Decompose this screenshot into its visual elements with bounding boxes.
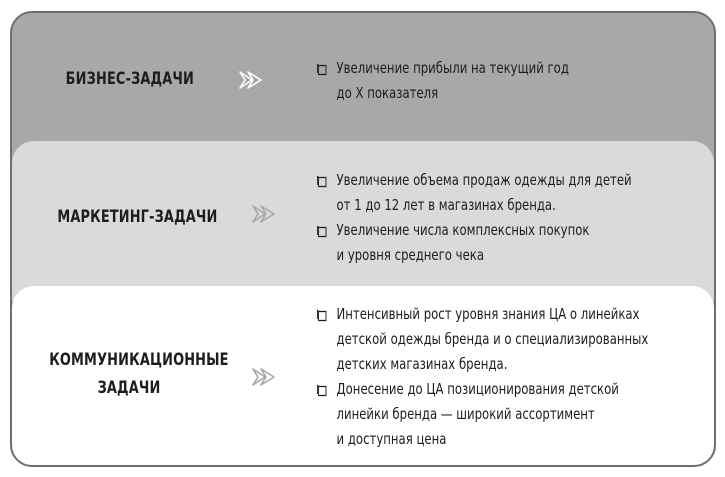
diagram-frame [10, 11, 716, 467]
checkbox-icon [317, 175, 326, 187]
marketing-task-line: и уровня среднего чека [336, 246, 485, 264]
checkbox-icon [317, 384, 326, 396]
marketing-task-item [317, 218, 632, 268]
business-task-item [317, 56, 569, 106]
communication-task-line: детских магазинах бренда. [336, 355, 508, 373]
communication-task-list [317, 302, 648, 452]
communication-task-line: линейки бренда — широкий ассортимент [336, 405, 595, 423]
business-tasks-title-line: БИЗНЕС-ЗАДАЧИ [65, 69, 194, 89]
marketing-task-item [317, 168, 632, 218]
marketing-tasks-title [57, 203, 218, 231]
communication-task-line: Интенсивный рост уровня знания ЦА о линейках [336, 305, 640, 323]
marketing-task-line: Увеличение числа комплексных покупок [336, 221, 590, 239]
marketing-arrow-icon [250, 203, 278, 225]
marketing-task-line: от 1 до 12 лет в магазинах бренда. [336, 196, 556, 214]
business-arrow-icon [237, 69, 265, 91]
communication-tasks-title-line: ЗАДАЧИ [97, 378, 161, 398]
communication-tasks-title-line: КОММУНИКАЦИОННЫЕ [49, 350, 229, 370]
business-tasks-title [65, 65, 194, 93]
communication-task-line: детской одежды бренда и о специализированных [336, 330, 649, 348]
communication-task-item [317, 302, 648, 377]
marketing-task-line: Увеличение объема продаж одежды для детей [336, 171, 632, 189]
business-task-line: до Х показателя [336, 84, 439, 102]
business-task-list [317, 56, 569, 106]
communication-task-line: и доступная цена [336, 430, 447, 448]
marketing-task-list [317, 168, 632, 268]
communication-tasks-title [49, 346, 229, 402]
communication-task-line: Донесение до ЦА позиционирования детской [336, 380, 619, 398]
checkbox-icon [317, 309, 326, 321]
checkbox-icon [317, 225, 326, 237]
business-task-line: Увеличение прибыли на текущий год [336, 59, 569, 77]
checkbox-icon [317, 63, 326, 75]
communication-task-item [317, 377, 648, 452]
marketing-tasks-title-line: МАРКЕТИНГ-ЗАДАЧИ [57, 207, 218, 227]
communication-arrow-icon [250, 366, 278, 388]
